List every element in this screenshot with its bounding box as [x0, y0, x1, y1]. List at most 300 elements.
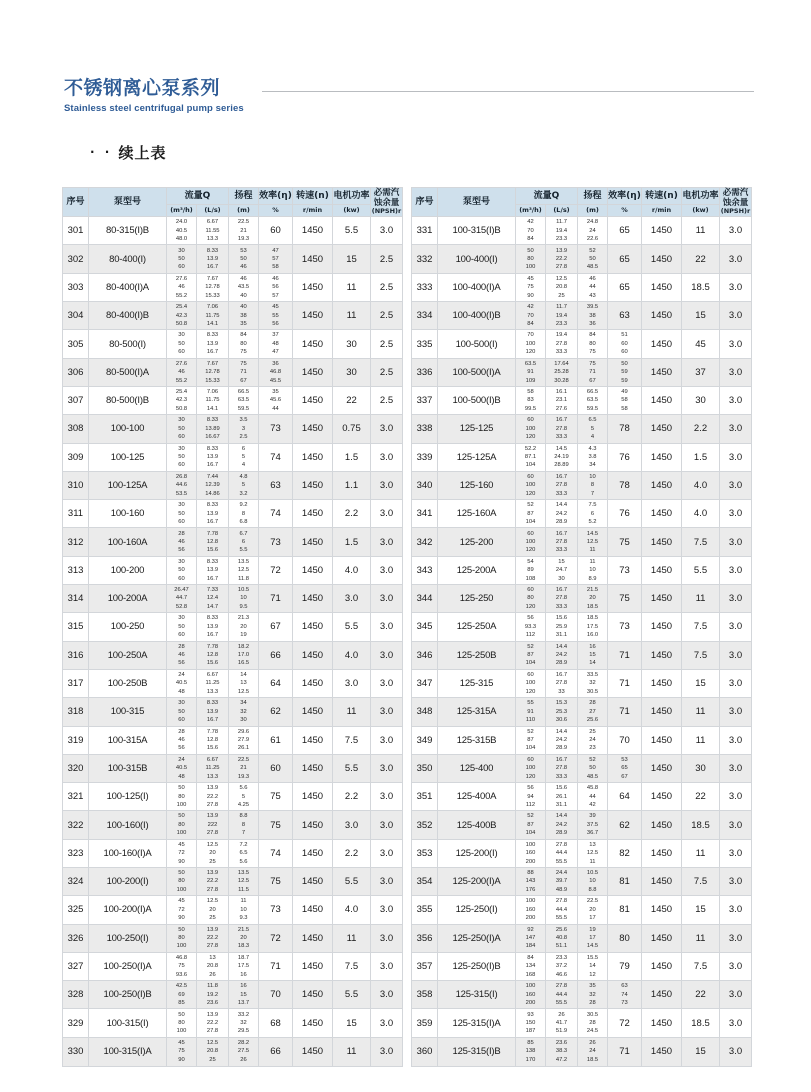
efficiency-cell-value: 46.8 [269, 369, 282, 376]
power-cell: 22 [333, 386, 371, 414]
table-row [63, 302, 403, 330]
flow-ls-cell-value: 27.8 [555, 482, 568, 489]
flow-ls-cell [197, 500, 229, 528]
speed-cell: 1450 [642, 896, 682, 924]
npsh-cell: 3.0 [371, 500, 403, 528]
head-cell [578, 273, 608, 301]
flow-ls-cell [546, 443, 578, 471]
flow-ls-cell-value: 27.8 [555, 425, 568, 432]
page-header [64, 78, 754, 114]
head-cell-value: 46 [240, 275, 247, 282]
flow-m3h-cell [516, 698, 546, 726]
col-header-speed: 转速(n) [642, 188, 682, 205]
flow-ls-cell-value: 27.8 [555, 765, 568, 772]
head-cell-value: 2.5 [239, 434, 248, 441]
flow-ls-cell-value: 14.86 [205, 490, 220, 497]
efficiency-cell: 64 [608, 783, 642, 811]
flow-ls-cell-value: 7.78 [206, 643, 219, 650]
speed-cell: 1450 [642, 698, 682, 726]
flow-m3h-cell [516, 952, 546, 980]
flow-ls-cell [197, 1009, 229, 1037]
speed-cell: 1450 [293, 415, 333, 443]
efficiency-cell: 65 [608, 245, 642, 273]
head-cell-value: 6.5 [588, 417, 597, 424]
efficiency-cell: 75 [259, 783, 293, 811]
flow-m3h-cell-value: 48.0 [175, 236, 188, 243]
efficiency-cell-value: 45 [272, 304, 279, 311]
flow-m3h-cell-value: 56 [178, 745, 185, 752]
speed-cell: 1450 [642, 415, 682, 443]
head-cell-value: 24 [589, 227, 596, 234]
power-cell: 15 [682, 302, 720, 330]
flow-ls-cell-value: 19.4 [555, 312, 568, 319]
efficiency-cell [259, 273, 293, 301]
flow-ls-cell-value: 13.9 [206, 454, 219, 460]
npsh-cell: 3.0 [371, 839, 403, 867]
pump-model: 125-400 [438, 754, 516, 782]
flow-ls-cell [197, 415, 229, 443]
col-subheader-power-unit: (kw) [333, 204, 371, 216]
flow-m3h-cell-value: 44.7 [175, 595, 188, 602]
head-cell [578, 245, 608, 273]
head-cell-value: 21.5 [237, 926, 250, 933]
head-cell-value: 6.8 [239, 518, 248, 525]
pump-model: 125-315A [438, 698, 516, 726]
npsh-cell: 3.0 [720, 556, 752, 584]
efficiency-cell: 81 [608, 868, 642, 896]
flow-ls-cell-value: 8.33 [206, 247, 219, 254]
head-cell-value: 18.3 [237, 943, 250, 950]
npsh-cell: 3.0 [720, 839, 752, 867]
head-cell [578, 500, 608, 528]
flow-m3h-cell-value: 160 [525, 850, 536, 857]
power-cell: 22 [682, 245, 720, 273]
efficiency-cell: 63 [259, 471, 293, 499]
npsh-cell: 3.0 [720, 754, 752, 782]
efficiency-cell-value: 51 [621, 332, 628, 339]
efficiency-cell: 75 [259, 811, 293, 839]
npsh-cell: 3.0 [371, 613, 403, 641]
flow-ls-cell-value: 22.2 [206, 935, 219, 942]
head-cell-value: 34 [240, 700, 247, 707]
flow-m3h-cell [516, 386, 546, 414]
power-cell: 1.5 [333, 528, 371, 556]
power-cell: 3.0 [333, 585, 371, 613]
head-cell-value: 3.5 [239, 417, 248, 424]
head-cell-value: 5.6 [239, 858, 248, 865]
speed-cell: 1450 [642, 217, 682, 245]
flow-m3h-cell-value: 50 [178, 255, 185, 262]
col-header-index: 序号 [63, 188, 89, 217]
flow-m3h-cell-value: 99.5 [524, 405, 537, 412]
efficiency-cell: 74 [259, 443, 293, 471]
head-cell-value: 5 [241, 482, 246, 489]
npsh-cell: 3.0 [371, 415, 403, 443]
head-cell-value: 36 [589, 320, 596, 327]
head-cell [229, 471, 259, 499]
flow-ls-cell-value: 55.5 [555, 915, 568, 922]
table-row [412, 613, 752, 641]
flow-ls-cell [197, 726, 229, 754]
head-cell [229, 1037, 259, 1066]
row-index: 309 [63, 443, 89, 471]
efficiency-cell: 73 [259, 896, 293, 924]
head-cell-value: 14 [240, 671, 247, 678]
col-subheader-eff-unit: % [608, 204, 642, 216]
flow-m3h-cell [167, 358, 197, 386]
head-cell [229, 585, 259, 613]
flow-ls-cell [546, 1009, 578, 1037]
flow-m3h-cell [167, 783, 197, 811]
pump-model: 80-500(I)A [89, 358, 167, 386]
efficiency-cell: 71 [608, 669, 642, 697]
power-cell: 11 [333, 273, 371, 301]
table-row [412, 330, 752, 358]
pump-model: 100-100 [89, 415, 167, 443]
flow-m3h-cell-value: 40.5 [175, 680, 188, 687]
head-cell [578, 924, 608, 952]
pump-model: 100-125(I) [89, 783, 167, 811]
flow-m3h-cell [516, 839, 546, 867]
head-cell-value: 12.5 [586, 538, 599, 545]
speed-cell: 1450 [293, 896, 333, 924]
flow-m3h-cell-value: 187 [525, 1028, 536, 1035]
flow-m3h-cell-value: 170 [525, 1056, 536, 1063]
head-cell-value: 46 [240, 264, 247, 271]
flow-m3h-cell-value: 80 [527, 255, 534, 262]
row-index: 328 [63, 981, 89, 1009]
head-cell [578, 358, 608, 386]
table-row [63, 471, 403, 499]
flow-ls-cell-value: 12.39 [205, 482, 220, 489]
row-index: 332 [412, 245, 438, 273]
flow-ls-cell-value: 22.2 [206, 878, 219, 885]
head-cell-value: 21.5 [586, 587, 599, 594]
row-index: 343 [412, 556, 438, 584]
head-cell-value: 10 [589, 567, 596, 574]
head-cell-value: 35 [240, 320, 247, 327]
flow-m3h-cell-value: 84 [527, 320, 534, 327]
head-cell-value: 14 [589, 963, 596, 970]
efficiency-cell [608, 754, 642, 782]
flow-ls-cell [197, 698, 229, 726]
pump-model: 125-125 [438, 415, 516, 443]
col-header-efficiency: 效率(η) [608, 188, 642, 205]
speed-cell: 1450 [642, 726, 682, 754]
flow-m3h-cell [516, 783, 546, 811]
head-cell [578, 585, 608, 613]
head-cell-value: 22.6 [586, 236, 599, 243]
flow-m3h-cell-value: 50 [178, 1011, 185, 1018]
pump-model: 125-315 [438, 669, 516, 697]
flow-ls-cell-value: 38.3 [555, 1048, 568, 1055]
header-title-cn: 不锈钢离心泵系列 [64, 77, 221, 99]
efficiency-cell: 72 [608, 1009, 642, 1037]
speed-cell: 1450 [642, 754, 682, 782]
power-cell: 37 [682, 358, 720, 386]
flow-ls-cell [546, 528, 578, 556]
flow-ls-cell [197, 386, 229, 414]
speed-cell: 1450 [293, 613, 333, 641]
npsh-cell: 3.0 [371, 1009, 403, 1037]
head-cell-value: 20 [589, 595, 596, 602]
speed-cell: 1450 [642, 471, 682, 499]
power-cell: 2.2 [333, 783, 371, 811]
head-cell-value: 12.5 [586, 850, 599, 857]
pump-model: 125-400B [438, 811, 516, 839]
head-cell-value: 23 [589, 745, 596, 752]
speed-cell: 1450 [293, 1037, 333, 1066]
flow-ls-cell-value: 11.25 [205, 680, 220, 687]
flow-m3h-cell-value: 50.8 [175, 405, 188, 412]
npsh-cell: 3.0 [371, 924, 403, 952]
pump-model: 125-315(I)A [438, 1009, 516, 1037]
power-cell: 30 [333, 358, 371, 386]
efficiency-cell: 73 [259, 528, 293, 556]
flow-m3h-cell-value: 100 [525, 898, 536, 905]
power-cell: 15 [682, 896, 720, 924]
speed-cell: 1450 [293, 471, 333, 499]
power-cell: 22 [682, 981, 720, 1009]
flow-m3h-cell [516, 811, 546, 839]
table-row [63, 868, 403, 896]
flow-m3h-cell-value: 91 [527, 708, 534, 715]
head-cell-value: 33.2 [237, 1011, 250, 1018]
table-row [63, 726, 403, 754]
flow-m3h-cell-value: 50 [178, 813, 185, 820]
flow-ls-cell-value: 12.5 [206, 898, 219, 905]
col-header-flow: 流量Q [516, 188, 578, 205]
col-header-power: 电机功率 [333, 188, 371, 205]
row-index: 327 [63, 952, 89, 980]
efficiency-cell: 62 [259, 698, 293, 726]
row-index: 347 [412, 669, 438, 697]
npsh-cell: 3.0 [720, 896, 752, 924]
flow-ls-cell-value: 15.6 [206, 547, 219, 554]
head-cell-value: 52 [589, 756, 596, 763]
pump-model: 100-400(I)B [438, 302, 516, 330]
flow-ls-cell [546, 811, 578, 839]
head-cell-value: 17 [589, 935, 596, 942]
flow-ls-cell-value: 22.2 [555, 255, 568, 262]
power-cell: 15 [682, 1037, 720, 1066]
flow-m3h-cell-value: 120 [525, 603, 536, 610]
speed-cell: 1450 [642, 500, 682, 528]
flow-ls-cell-value: 16.7 [555, 417, 568, 424]
head-cell-value: 15 [589, 652, 596, 659]
head-cell-value: 36.7 [586, 830, 599, 837]
efficiency-cell [608, 330, 642, 358]
efficiency-cell-value: 44 [272, 405, 279, 412]
power-cell: 3.0 [333, 669, 371, 697]
pump-model: 125-160A [438, 500, 516, 528]
flow-ls-cell-value: 13.9 [206, 926, 219, 933]
npsh-cell: 3.0 [720, 245, 752, 273]
flow-m3h-cell-value: 52 [527, 643, 534, 650]
flow-m3h-cell-value: 93.6 [175, 971, 188, 978]
flow-m3h-cell-value: 50 [178, 623, 185, 630]
row-index: 324 [63, 868, 89, 896]
head-cell-value: 26 [589, 1040, 596, 1047]
head-cell [578, 471, 608, 499]
col-header-head: 扬程 [578, 188, 608, 205]
npsh-cell: 3.0 [371, 754, 403, 782]
efficiency-cell: 60 [259, 217, 293, 245]
flow-ls-cell [197, 783, 229, 811]
pump-model: 100-315(I)A [89, 1037, 167, 1066]
pump-model: 100-250 [89, 613, 167, 641]
flow-ls-cell-value: 13.3 [206, 688, 219, 695]
head-cell-value: 4 [241, 462, 246, 469]
head-cell [229, 868, 259, 896]
flow-m3h-cell-value: 50 [527, 247, 534, 254]
row-index: 341 [412, 500, 438, 528]
flow-ls-cell-value: 14.5 [555, 445, 568, 452]
flow-m3h-cell-value: 200 [525, 858, 536, 865]
head-cell [578, 952, 608, 980]
pump-model: 125-315B [438, 726, 516, 754]
head-cell-value: 17 [589, 915, 596, 922]
head-cell-value: 32 [240, 708, 247, 715]
speed-cell: 1450 [293, 783, 333, 811]
efficiency-cell: 78 [608, 415, 642, 443]
flow-ls-cell-value: 6.67 [206, 219, 219, 226]
flow-m3h-cell [516, 302, 546, 330]
col-subheader-flow-m3h: (m³/h) [516, 204, 546, 216]
head-cell-value: 30.5 [586, 1011, 599, 1018]
head-cell [578, 669, 608, 697]
row-index: 326 [63, 924, 89, 952]
npsh-cell: 3.0 [371, 641, 403, 669]
power-cell: 7.5 [682, 528, 720, 556]
table-row [412, 556, 752, 584]
npsh-cell: 3.0 [720, 330, 752, 358]
head-cell-value: 17.5 [586, 623, 599, 630]
flow-m3h-cell [167, 1037, 197, 1066]
flow-m3h-cell [167, 1009, 197, 1037]
efficiency-cell: 74 [259, 500, 293, 528]
efficiency-cell-value: 55 [272, 312, 279, 319]
flow-m3h-cell-value: 112 [525, 801, 536, 808]
power-cell: 4.0 [333, 556, 371, 584]
flow-m3h-cell-value: 30 [178, 502, 185, 509]
efficiency-cell: 66 [259, 641, 293, 669]
head-cell-value: 4 [590, 434, 595, 441]
efficiency-cell: 71 [608, 1037, 642, 1066]
efficiency-cell: 72 [259, 556, 293, 584]
power-cell: 2.2 [333, 500, 371, 528]
flow-m3h-cell [516, 528, 546, 556]
flow-m3h-cell-value: 56 [527, 785, 534, 792]
col-header-power: 电机功率 [682, 188, 720, 205]
table-row [412, 386, 752, 414]
head-cell-value: 10 [240, 595, 247, 602]
npsh-line3: (NPSH)r [720, 207, 751, 216]
power-cell: 11 [682, 726, 720, 754]
flow-m3h-cell-value: 30 [178, 615, 185, 622]
flow-m3h-cell [516, 585, 546, 613]
efficiency-cell-value: 56 [272, 284, 279, 291]
head-cell-value: 21 [240, 765, 247, 772]
col-subheader-flow-ls: (L/s) [546, 204, 578, 216]
flow-m3h-cell [167, 981, 197, 1009]
flow-m3h-cell-value: 93 [527, 1011, 534, 1018]
flow-ls-cell-value: 7.78 [206, 728, 219, 735]
flow-m3h-cell [516, 896, 546, 924]
pump-model: 125-250(I)A [438, 924, 516, 952]
flow-m3h-cell-value: 52.2 [524, 445, 537, 452]
flow-m3h-cell-value: 100 [176, 1028, 187, 1035]
speed-cell: 1450 [642, 386, 682, 414]
flow-ls-cell-value: 222 [207, 821, 218, 828]
flow-m3h-cell-value: 80 [178, 793, 185, 800]
head-cell-value: 4.25 [237, 801, 250, 808]
flow-m3h-cell-value: 150 [525, 1019, 536, 1026]
flow-m3h-cell-value: 58 [527, 389, 534, 396]
power-cell: 5.5 [333, 754, 371, 782]
row-index: 336 [412, 358, 438, 386]
efficiency-cell-value: 67 [621, 773, 628, 780]
row-index: 313 [63, 556, 89, 584]
efficiency-cell [608, 981, 642, 1009]
flow-ls-cell [197, 302, 229, 330]
row-index: 345 [412, 613, 438, 641]
efficiency-cell-value: 63 [621, 983, 628, 990]
flow-ls-cell-value: 15.33 [205, 377, 220, 384]
flow-ls-cell-value: 7.44 [206, 473, 219, 480]
flow-ls-cell [197, 245, 229, 273]
flow-ls-cell-value: 46.6 [555, 971, 568, 978]
row-index: 355 [412, 896, 438, 924]
table-row [63, 641, 403, 669]
speed-cell: 1450 [293, 981, 333, 1009]
flow-ls-cell-value: 6.67 [206, 756, 219, 763]
flow-ls-cell [546, 981, 578, 1009]
head-cell-value: 11 [240, 898, 247, 905]
table-body-right [412, 217, 752, 1066]
flow-ls-cell-value: 7.78 [206, 530, 219, 537]
flow-m3h-cell-value: 69 [178, 991, 185, 998]
flow-m3h-cell [167, 896, 197, 924]
table-row [63, 500, 403, 528]
flow-ls-cell-value: 15.33 [205, 292, 220, 299]
head-cell-value: 80 [589, 340, 596, 347]
flow-ls-cell [546, 783, 578, 811]
efficiency-cell-value: 60 [621, 340, 628, 347]
pump-model: 125-250A [438, 613, 516, 641]
pump-model: 125-315(I)B [438, 1037, 516, 1066]
flow-ls-cell-value: 51.1 [555, 943, 568, 950]
flow-m3h-cell-value: 104 [525, 660, 536, 667]
flow-ls-cell-value: 25.9 [555, 623, 568, 630]
flow-m3h-cell-value: 50 [178, 510, 185, 517]
flow-ls-cell-value: 30.6 [555, 717, 568, 724]
flow-m3h-cell-value: 94 [527, 793, 534, 800]
row-index: 359 [412, 1009, 438, 1037]
npsh-line1: 必需汽 [373, 188, 400, 198]
power-cell: 3.0 [333, 811, 371, 839]
col-subheader-head-unit: (m) [578, 204, 608, 216]
flow-ls-cell-value: 27.8 [555, 680, 568, 687]
flow-ls-cell-value: 12.4 [206, 595, 219, 602]
flow-ls-cell [197, 358, 229, 386]
row-index: 357 [412, 952, 438, 980]
speed-cell: 1450 [293, 1009, 333, 1037]
flow-m3h-cell-value: 100 [525, 264, 536, 271]
table-row [412, 245, 752, 273]
head-cell [578, 981, 608, 1009]
head-cell-value: 26.1 [237, 745, 250, 752]
